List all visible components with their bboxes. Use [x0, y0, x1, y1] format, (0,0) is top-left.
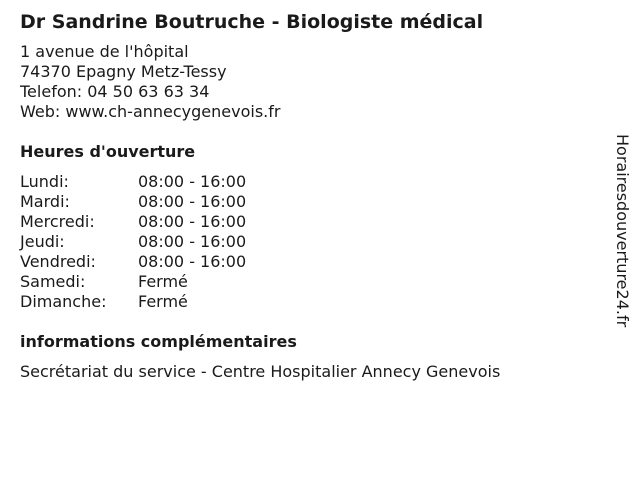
page-title: Dr Sandrine Boutruche - Biologiste médical	[20, 11, 484, 33]
hours-time: 08:00 - 16:00	[138, 212, 247, 231]
phone-number: Telefon: 04 50 63 63 34	[20, 82, 210, 101]
hours-heading: Heures d'ouverture	[20, 142, 196, 161]
hours-day: Jeudi:	[20, 232, 65, 251]
hours-row-wednesday	[20, 212, 600, 232]
address-block	[20, 42, 600, 122]
listing-content	[20, 10, 600, 382]
hours-day: Vendredi:	[20, 252, 96, 271]
hours-row-tuesday	[20, 192, 600, 212]
hours-time: 08:00 - 16:00	[138, 232, 247, 251]
info-heading: informations complémentaires	[20, 332, 297, 351]
hours-day: Mardi:	[20, 192, 70, 211]
hours-time: 08:00 - 16:00	[138, 192, 247, 211]
website-link[interactable]: Web: www.ch-annecygenevois.fr	[20, 102, 281, 121]
hours-row-sunday	[20, 292, 600, 312]
hours-day: Samedi:	[20, 272, 86, 291]
hours-day: Mercredi:	[20, 212, 95, 231]
hours-time: 08:00 - 16:00	[138, 252, 247, 271]
hours-time: 08:00 - 16:00	[138, 172, 247, 191]
hours-time: Fermé	[138, 292, 188, 311]
hours-row-saturday	[20, 272, 600, 292]
address-city: 74370 Epagny Metz-Tessy	[20, 62, 227, 81]
hours-time: Fermé	[138, 272, 188, 291]
brand-watermark: Horairesdouverture24.fr	[613, 134, 632, 328]
hours-row-thursday	[20, 232, 600, 252]
hours-row-friday	[20, 252, 600, 272]
hours-table	[20, 172, 600, 312]
hours-day: Dimanche:	[20, 292, 107, 311]
address-street: 1 avenue de l'hôpital	[20, 42, 189, 61]
info-text: Secrétariat du service - Centre Hospitalier Annecy Genevois	[20, 362, 501, 381]
hours-day: Lundi:	[20, 172, 69, 191]
hours-row-monday	[20, 172, 600, 192]
